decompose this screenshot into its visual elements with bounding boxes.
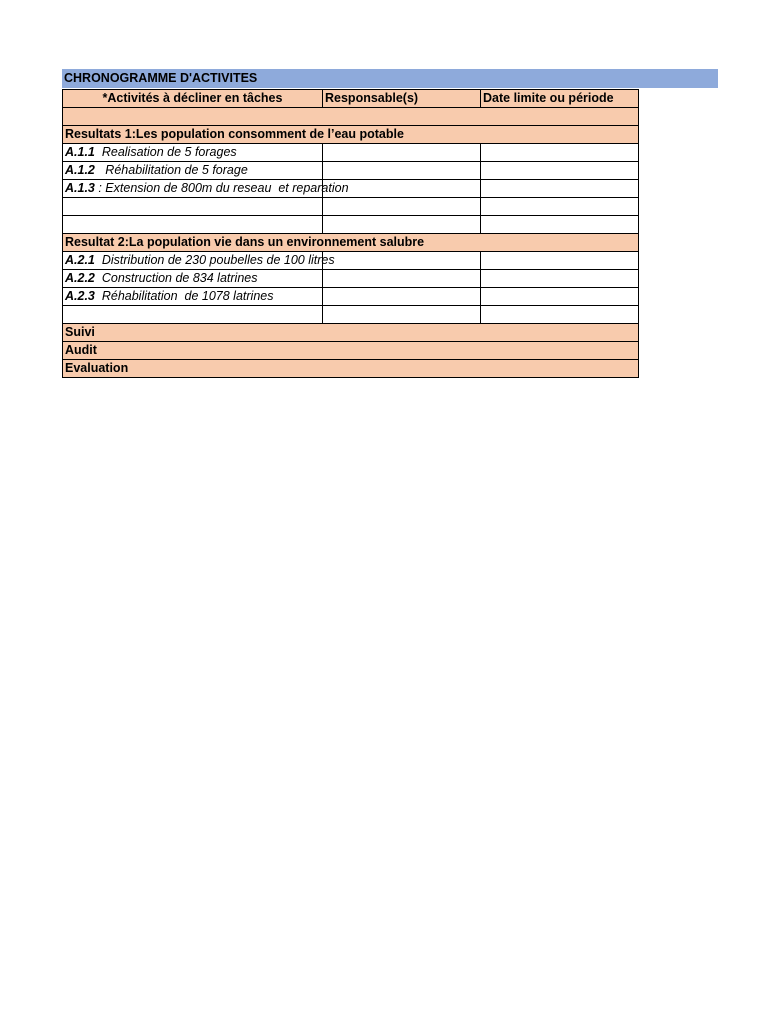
responsible-cell[interactable] [323,288,481,306]
activity-cell[interactable] [63,144,323,162]
empty-cell[interactable] [63,216,323,234]
deadline-cell[interactable] [481,252,639,270]
header-row [63,90,639,108]
activity-text: Construction de 834 latrines [94,271,258,285]
activity-row [63,144,639,162]
activity-code: A.1.2 [65,163,95,177]
deadline-cell[interactable] [481,162,639,180]
result-1-row [63,126,639,144]
result-2-row [63,234,639,252]
result-1-title-cell[interactable]: Resultats 1:Les population consomment de l’eau potable [63,126,639,144]
empty-cell[interactable] [481,306,639,324]
suivi-cell[interactable]: Suivi [63,324,639,342]
activity-code: A.1.1 [65,145,95,159]
activity-cell[interactable] [63,180,349,198]
header-activities-cell[interactable]: *Activités à décliner en tâches [63,90,323,108]
deadline-cell[interactable] [481,144,639,162]
header-responsible-cell[interactable]: Responsable(s) [323,90,481,108]
activity-text: Realisation de 5 forages [94,145,237,159]
empty-cell[interactable] [323,306,481,324]
empty-cell[interactable] [481,216,639,234]
empty-cell[interactable] [481,198,639,216]
responsible-cell[interactable] [323,270,481,288]
activity-text: Réhabilitation de 1078 latrines [94,289,274,303]
result-2-title-cell[interactable]: Resultat 2:La population vie dans un environnement salubre [63,234,639,252]
deadline-cell[interactable] [481,270,639,288]
activity-code: A.2.2 [65,271,95,285]
activity-cell[interactable] [63,288,323,306]
activity-row [63,288,639,306]
empty-cell[interactable] [323,198,481,216]
activity-text: Réhabilitation de 5 forage [94,163,248,177]
activity-text: Distribution de 230 poubelles de 100 litres [94,253,335,267]
empty-cell[interactable] [63,198,323,216]
empty-cell[interactable] [63,306,323,324]
empty-row [63,306,639,324]
spacer-row [63,108,639,126]
deadline-cell[interactable] [481,180,639,198]
header-deadline-cell[interactable]: Date limite ou période [481,90,639,108]
empty-cell[interactable] [63,108,639,126]
empty-row [63,216,639,234]
audit-cell[interactable]: Audit [63,342,639,360]
empty-row [63,198,639,216]
activity-row [63,162,639,180]
footer-row-audit [63,342,639,360]
activity-cell[interactable] [63,162,323,180]
activity-text: : Extension de 800m du reseau et reparation [94,181,349,195]
activity-row [63,270,639,288]
activity-schedule-table [62,89,639,378]
activity-code: A.2.1 [65,253,95,267]
responsible-cell[interactable] [323,162,481,180]
activity-row [63,252,639,270]
responsible-cell[interactable] [323,144,481,162]
activity-cell[interactable] [63,252,335,270]
footer-row-suivi [63,324,639,342]
empty-cell[interactable] [323,216,481,234]
deadline-cell[interactable] [481,288,639,306]
activity-code: A.1.3 [65,181,95,195]
responsible-cell[interactable] [323,252,481,270]
footer-row-evaluation [63,360,639,378]
activity-cell[interactable] [63,270,323,288]
sheet-title[interactable]: CHRONOGRAMME D'ACTIVITES [62,69,718,88]
evaluation-cell[interactable]: Evaluation [63,360,639,378]
activity-code: A.2.3 [65,289,95,303]
activity-row [63,180,639,198]
